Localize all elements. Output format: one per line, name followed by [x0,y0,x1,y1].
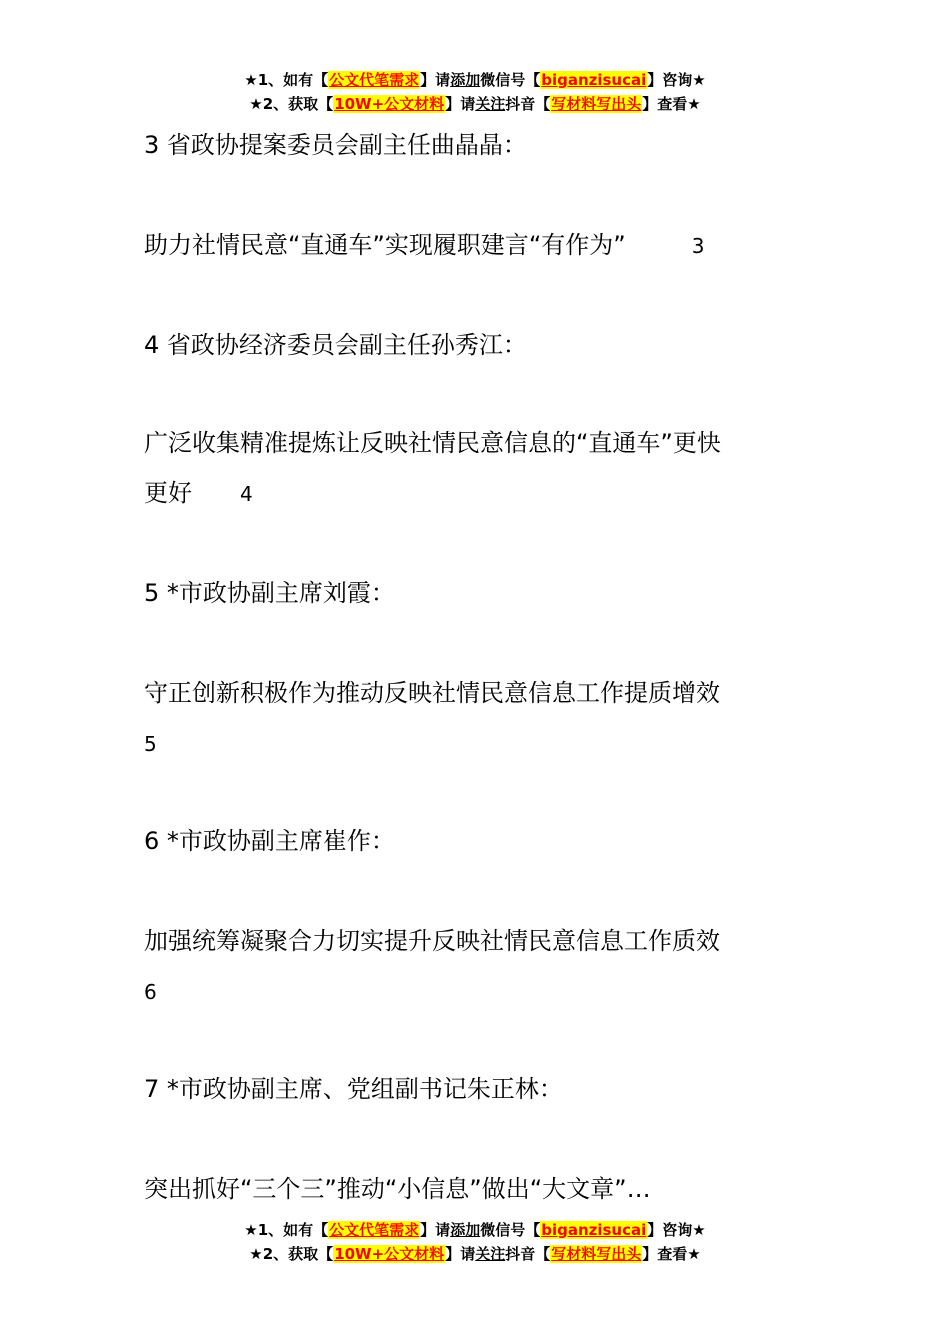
banner-highlight: biganzisucai [541,71,647,89]
banner-highlight: 公文代笔需求 [329,1221,420,1239]
toc-page-number: 6 [144,980,157,1004]
banner-highlight: biganzisucai [541,1221,647,1239]
toc-entry-title-text: 助力社情民意“直通车”实现履职建言“有作为” [144,231,626,259]
banner-line-2 [0,1242,950,1266]
banner-highlight: 10W+公文材料 [334,1245,445,1263]
toc-entry-heading: 6 *市政协副主席崔作： [144,827,395,855]
banner-highlight: 写材料写出头 [551,95,642,113]
banner-text: 微信号【 [480,71,541,89]
toc-entry-title-text: 更好 [144,479,192,507]
toc-entry-title-text: 守正创新积极作为推动反映社情民意信息工作提质增效 [144,679,720,707]
toc-entry-page-line [144,718,814,769]
toc-page-number: 5 [144,732,157,756]
toc-entry-title-text: 突出抓好“三个三”推动“小信息”做出“大文章”… [144,1175,651,1203]
banner-highlight: 写材料写出头 [551,1245,642,1263]
banner-underlined-text: 关注 [475,95,506,113]
toc-entry-title [144,1164,814,1214]
banner-text: 微信号【 [480,1221,541,1239]
toc-entry-heading: 4 省政协经济委员会副主任孙秀江： [144,331,527,359]
toc-entry-title-text: 广泛收集精准提炼让反映社情民意信息的“直通车”更快 [144,429,721,457]
banner-text: ★1、如有【 [244,1221,329,1239]
banner-text: 抖音【 [505,1245,551,1263]
toc-entry-title [144,418,814,468]
toc-entry-heading: 7 *市政协副主席、党组副书记朱正林： [144,1075,563,1103]
banner-underlined-text: 添加 [450,71,481,89]
banner-text: ★2、获取【 [249,1245,334,1263]
toc-entry-title [144,916,814,966]
banner-text: 】查看★ [642,95,701,113]
banner-text: 】请 [445,95,476,113]
banner-text: ★2、获取【 [249,95,334,113]
toc-entry-title [144,668,814,718]
toc-page-number: 4 [240,482,253,506]
banner-text: ★1、如有【 [244,71,329,89]
banner-line-1 [0,68,950,92]
banner-text: 】请 [420,1221,451,1239]
banner-text: 】咨询★ [647,71,706,89]
toc-entry-heading: 5 *市政协副主席刘霞： [144,579,395,607]
banner-text: 】查看★ [642,1245,701,1263]
banner-text: 抖音【 [505,95,551,113]
banner-highlight: 公文代笔需求 [329,71,420,89]
banner-line-1 [0,1218,950,1242]
top-banner [0,68,950,116]
toc-entry-title [144,220,814,271]
toc-page-number: 3 [691,234,705,258]
banner-highlight: 10W+公文材料 [334,95,445,113]
banner-underlined-text: 添加 [450,1221,481,1239]
toc-entry-title-text: 加强统筹凝聚合力切实提升反映社情民意信息工作质效 [144,927,720,955]
banner-text: 】请 [420,71,451,89]
toc-entry-page-line [144,966,814,1017]
toc-entry-title-continued [144,468,814,519]
toc-entry-heading: 3 省政协提案委员会副主任曲晶晶： [144,131,527,159]
banner-line-2 [0,92,950,116]
bottom-banner [0,1218,950,1266]
banner-text: 】请 [445,1245,476,1263]
banner-underlined-text: 关注 [475,1245,506,1263]
banner-text: 】咨询★ [647,1221,706,1239]
